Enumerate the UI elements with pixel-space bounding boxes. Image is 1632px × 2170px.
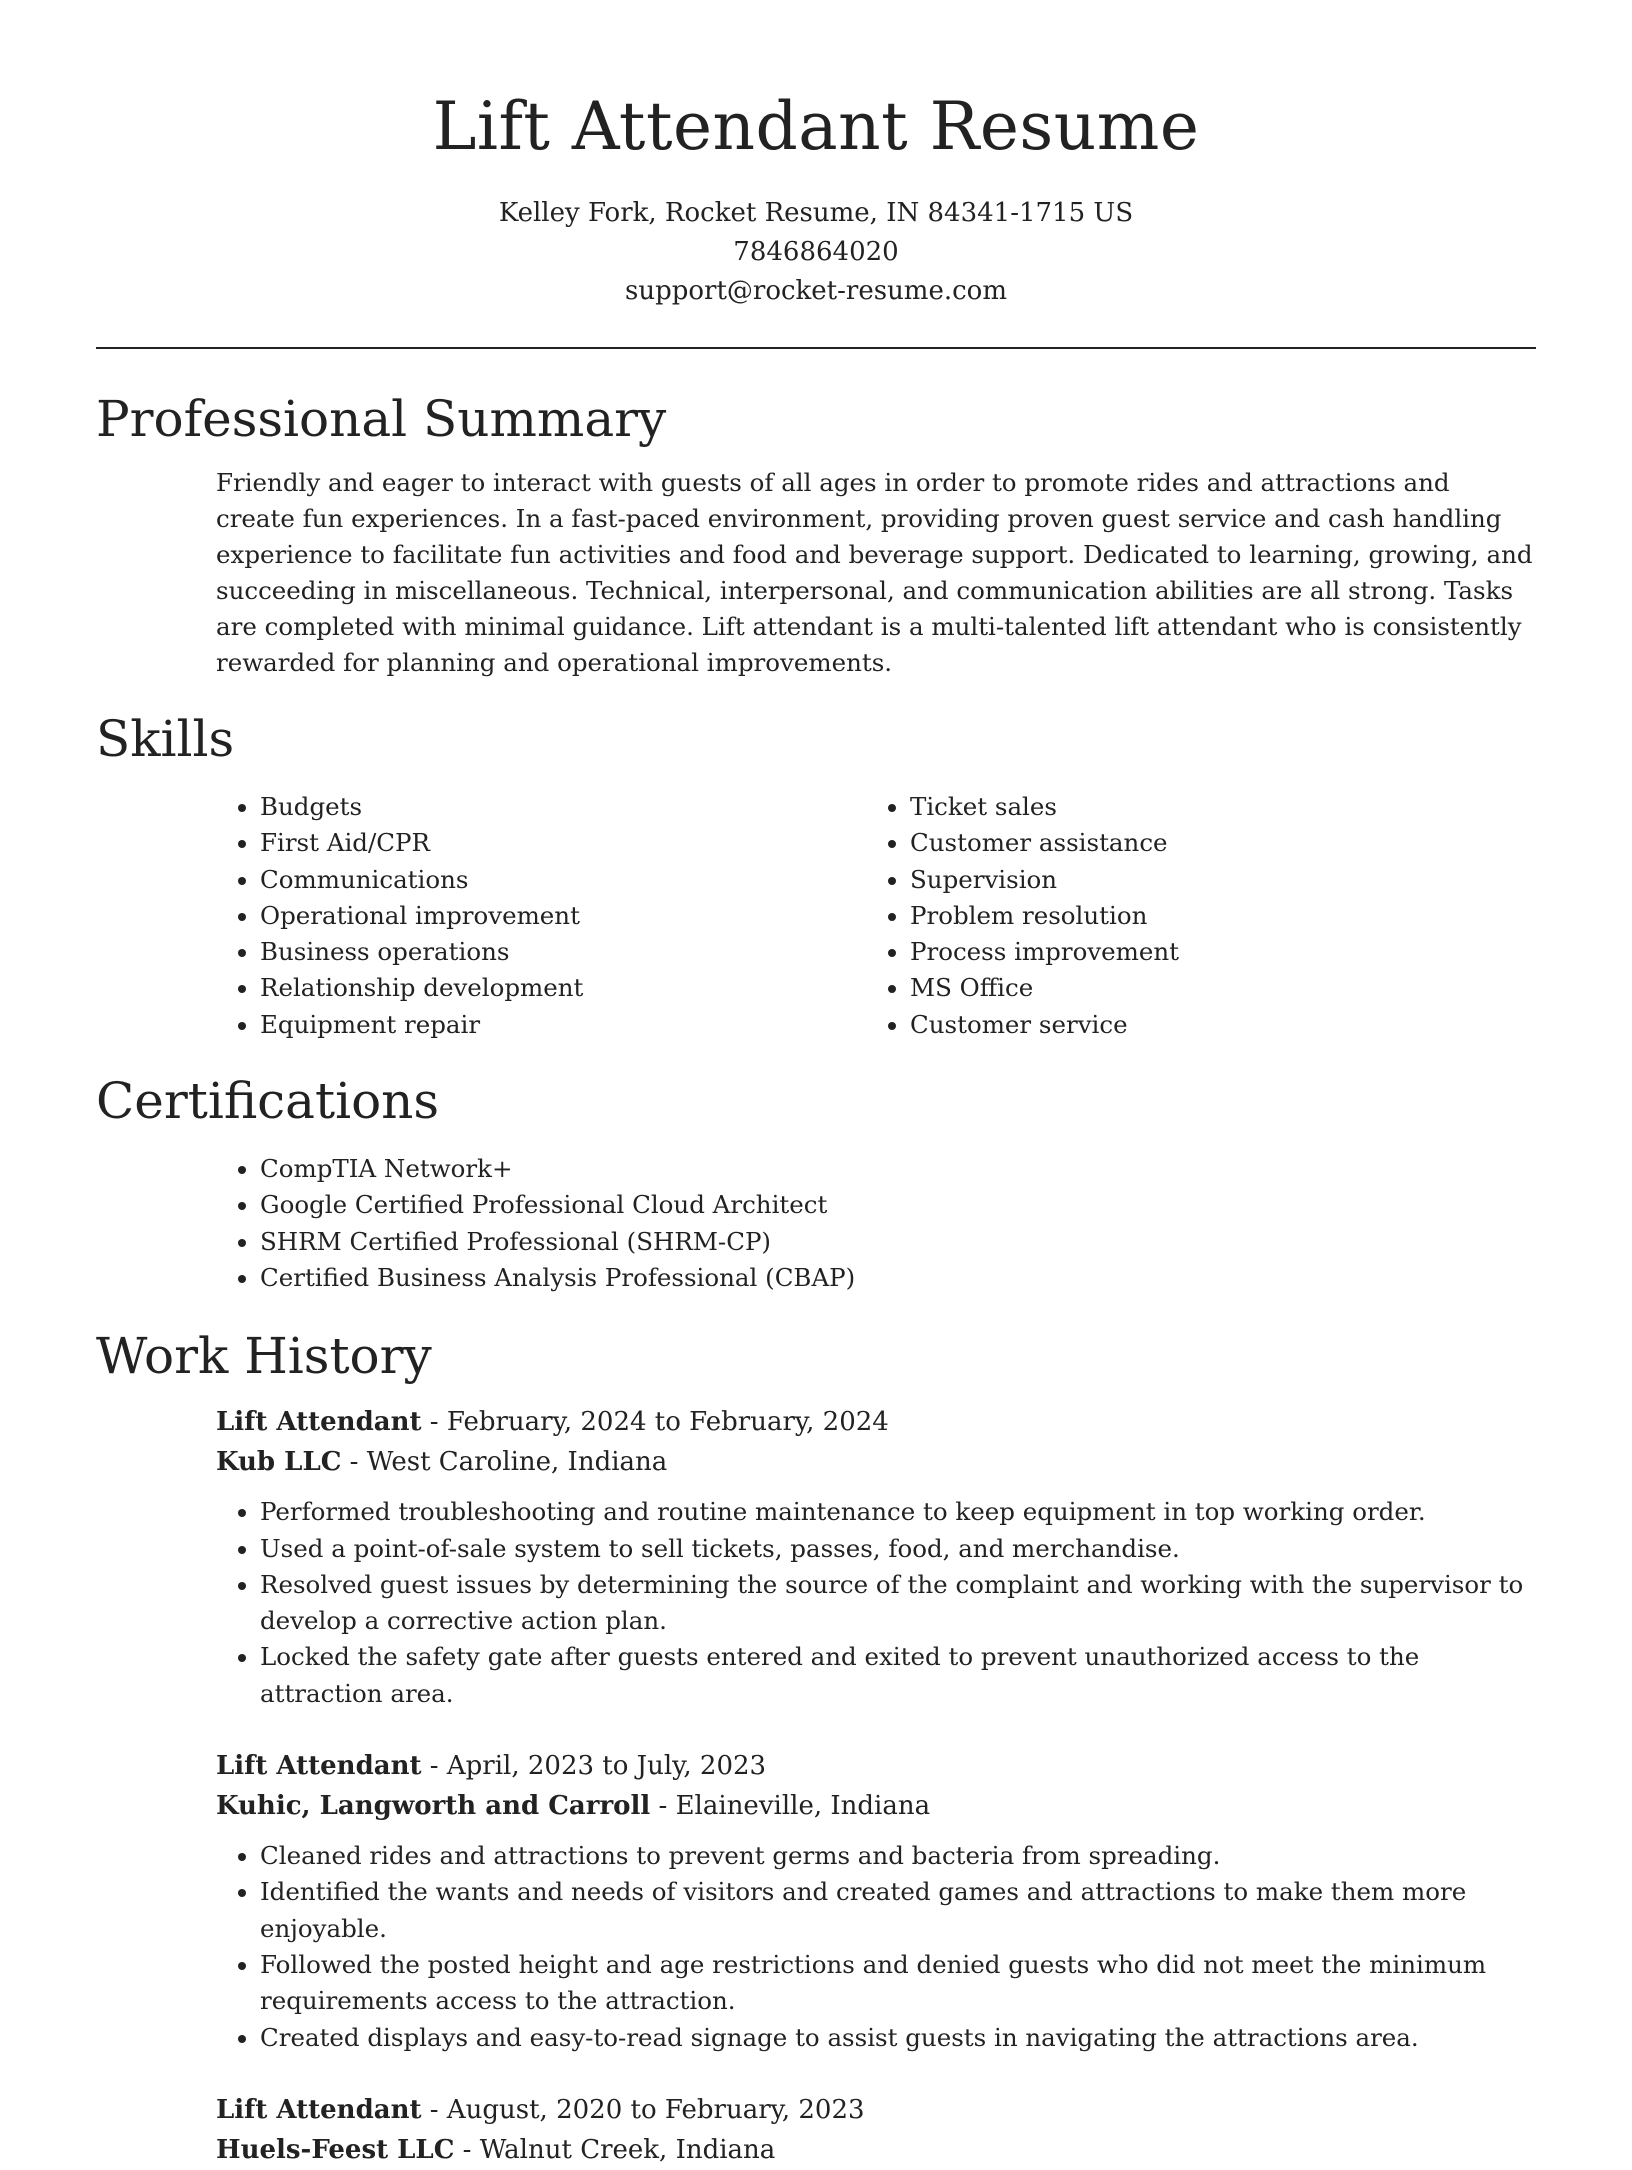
skill-item: • Communications bbox=[260, 862, 866, 898]
skill-item: • Equipment repair bbox=[260, 1007, 866, 1043]
job-dates: - April, 2023 to July, 2023 bbox=[421, 1751, 767, 1782]
job-bullet: • Used a point-of-sale system to sell tickets, passes, food, and merchandise. bbox=[260, 1531, 1536, 1567]
skill-item: • First Aid/CPR bbox=[260, 825, 866, 861]
job-company-line bbox=[216, 1442, 1536, 1482]
skill-item: • Supervision bbox=[910, 862, 1516, 898]
job-location: - Walnut Creek, Indiana bbox=[454, 2134, 776, 2165]
skill-item: • Process improvement bbox=[910, 934, 1516, 970]
job-title: Lift Attendant bbox=[216, 1407, 422, 1438]
skills-column-left bbox=[216, 789, 866, 1043]
job-company-line bbox=[216, 2130, 1536, 2170]
job-bullets bbox=[216, 1838, 1536, 2056]
job-title-line bbox=[216, 1402, 1536, 1442]
job-entry bbox=[216, 1746, 1536, 2056]
skill-item: • Business operations bbox=[260, 934, 866, 970]
job-company: Kub LLC bbox=[216, 1447, 342, 1478]
job-bullets bbox=[216, 1494, 1536, 1712]
job-entry bbox=[216, 2090, 1536, 2170]
skills-heading: Skills bbox=[96, 710, 235, 768]
job-dates: - August, 2020 to February, 2023 bbox=[421, 2094, 865, 2125]
certification-item: • SHRM Certified Professional (SHRM-CP) bbox=[260, 1224, 1536, 1260]
skill-item: • Relationship development bbox=[260, 970, 866, 1006]
work-history-heading: Work History bbox=[96, 1327, 432, 1386]
job-title: Lift Attendant bbox=[216, 2094, 422, 2125]
skills-column-right bbox=[866, 789, 1516, 1043]
skill-item: • Customer service bbox=[910, 1007, 1516, 1043]
contact-address: Kelley Fork, Rocket Resume, IN 84341-1715 US bbox=[498, 198, 1134, 228]
certifications-section bbox=[96, 1069, 1536, 1296]
certifications-heading: Certifications bbox=[96, 1072, 440, 1131]
job-bullet: • Resolved guest issues by determining the source of the complaint and working with the supervisor to develop a corrective action plan. bbox=[260, 1567, 1536, 1640]
professional-summary-section bbox=[96, 387, 1536, 681]
job-location: - West Caroline, Indiana bbox=[341, 1447, 668, 1478]
job-title-line bbox=[216, 1746, 1536, 1786]
work-history-section bbox=[96, 1324, 1536, 2170]
skill-item: • Budgets bbox=[260, 789, 866, 825]
certification-item: • Google Certified Professional Cloud Architect bbox=[260, 1187, 1536, 1223]
skill-item: • Customer assistance bbox=[910, 825, 1516, 861]
skill-item: • Ticket sales bbox=[910, 789, 1516, 825]
contact-email: support@rocket-resume.com bbox=[624, 276, 1007, 306]
job-bullet: • Performed troubleshooting and routine maintenance to keep equipment in top working order. bbox=[260, 1494, 1536, 1530]
skill-item: • MS Office bbox=[910, 970, 1516, 1006]
job-bullet: • Locked the safety gate after guests entered and exited to prevent unauthorized access to the attraction area. bbox=[260, 1639, 1536, 1712]
skill-item: • Problem resolution bbox=[910, 898, 1516, 934]
job-bullet: • Cleaned rides and attractions to prevent germs and bacteria from spreading. bbox=[260, 1838, 1536, 1874]
job-location: - Elaineville, Indiana bbox=[650, 1791, 931, 1822]
job-title-line bbox=[216, 2090, 1536, 2130]
job-bullet: • Followed the posted height and age restrictions and denied guests who did not meet the minimum requirements access to the attraction. bbox=[260, 1947, 1536, 2020]
skills-section bbox=[96, 707, 1536, 1043]
summary-heading: Professional Summary bbox=[96, 390, 667, 448]
job-dates: - February, 2024 to February, 2024 bbox=[421, 1407, 889, 1438]
job-company: Huels-Feest LLC bbox=[216, 2134, 455, 2165]
job-entry bbox=[216, 1402, 1536, 1712]
certifications-list bbox=[216, 1151, 1536, 1296]
job-bullet: • Identified the wants and needs of visitors and created games and attractions to make them more enjoyable. bbox=[260, 1874, 1536, 1947]
header-divider bbox=[96, 347, 1536, 349]
certification-item: • Certified Business Analysis Professional (CBAP) bbox=[260, 1260, 1536, 1296]
resume-title: Lift Attendant Resume bbox=[432, 88, 1200, 165]
job-bullet: • Created displays and easy-to-read signage to assist guests in navigating the attractions area. bbox=[260, 2020, 1536, 2056]
contact-info bbox=[96, 194, 1536, 311]
contact-phone: 7846864020 bbox=[733, 237, 899, 267]
skill-item: • Operational improvement bbox=[260, 898, 866, 934]
job-company-line bbox=[216, 1786, 1536, 1826]
skills-grid bbox=[216, 789, 1536, 1043]
job-company: Kuhic, Langworth and Carroll bbox=[216, 1791, 651, 1822]
summary-text: Friendly and eager to interact with guests of all ages in order to promote rides and attractions and create fun experiences. In a fast-paced environment, providing proven guest service and cash handling experience to facilitate fun activities and food and beverage support. Dedicated to learning, growing, and succeeding in miscellaneous. Technical, interpersonal, and communication abilities are all strong. Tasks are completed with minimal guidance. Lift attendant is a multi-talented lift attendant who is consistently rewarded for planning and operational improvements. bbox=[216, 468, 1533, 677]
job-title: Lift Attendant bbox=[216, 1751, 422, 1782]
resume-page bbox=[96, 0, 1536, 2170]
certification-item: • CompTIA Network+ bbox=[260, 1151, 1536, 1187]
